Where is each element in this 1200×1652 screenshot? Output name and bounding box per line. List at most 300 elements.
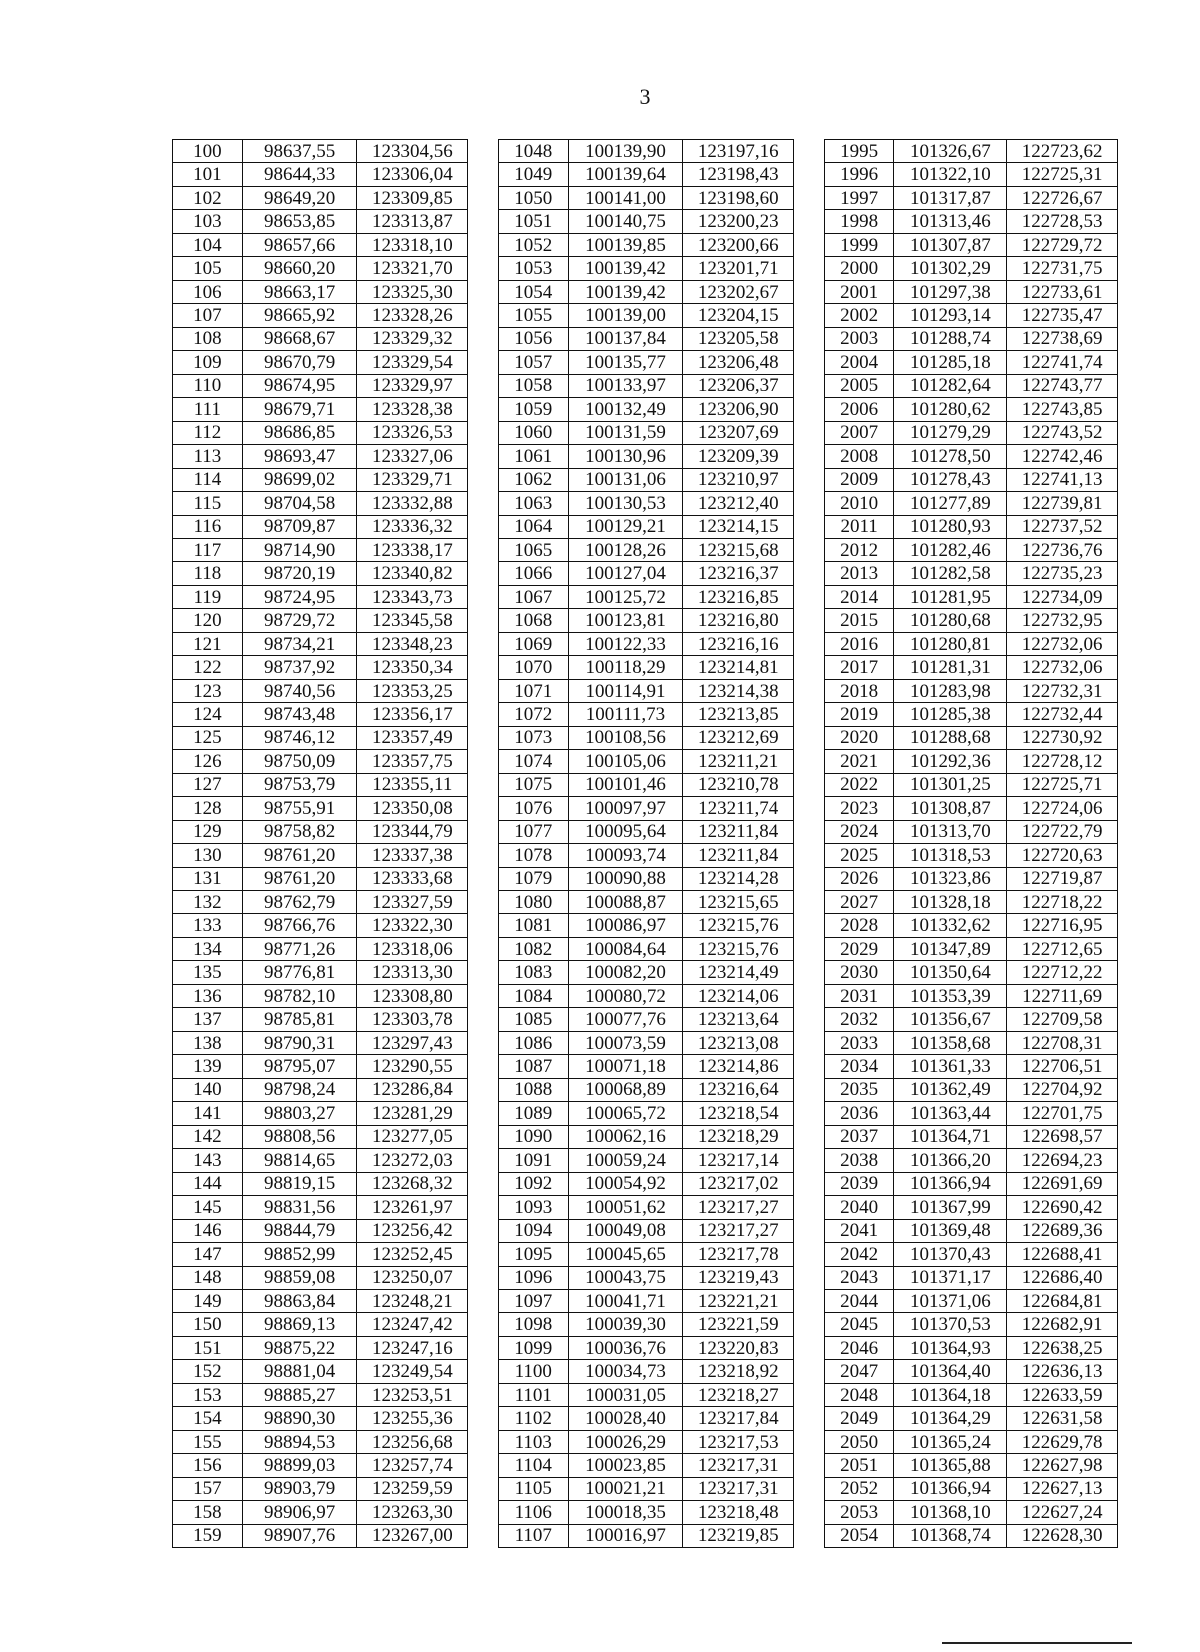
point-number-cell: 1068 — [498, 609, 568, 632]
y-coordinate-cell: 122698,57 — [1007, 1125, 1118, 1148]
point-number-cell: 132 — [173, 891, 243, 914]
x-coordinate-cell: 98831,56 — [242, 1196, 357, 1219]
point-number-cell: 1094 — [498, 1219, 568, 1242]
point-number-cell: 158 — [173, 1501, 243, 1524]
x-coordinate-cell: 100036,76 — [568, 1336, 683, 1359]
x-coordinate-cell: 98795,07 — [242, 1055, 357, 1078]
y-coordinate-cell: 123304,56 — [357, 140, 468, 163]
x-coordinate-cell: 101371,17 — [894, 1266, 1007, 1289]
x-coordinate-cell: 100141,00 — [568, 186, 683, 209]
point-number-cell: 1058 — [498, 374, 568, 397]
table-row — [173, 280, 1118, 303]
table-row — [173, 351, 1118, 374]
point-number-cell: 1082 — [498, 937, 568, 960]
y-coordinate-cell: 122743,77 — [1007, 374, 1118, 397]
x-coordinate-cell: 101364,29 — [894, 1407, 1007, 1430]
column-group-spacer — [794, 538, 825, 561]
y-coordinate-cell: 123350,34 — [357, 656, 468, 679]
x-coordinate-cell: 98894,53 — [242, 1430, 357, 1453]
y-coordinate-cell: 123209,39 — [683, 445, 794, 468]
y-coordinate-cell: 122728,12 — [1007, 750, 1118, 773]
table-row — [173, 1336, 1118, 1359]
x-coordinate-cell: 101356,67 — [894, 1008, 1007, 1031]
y-coordinate-cell: 123329,54 — [357, 351, 468, 374]
point-number-cell: 2039 — [824, 1172, 894, 1195]
y-coordinate-cell: 122732,31 — [1007, 679, 1118, 702]
column-group-spacer — [794, 210, 825, 233]
x-coordinate-cell: 98766,76 — [242, 914, 357, 937]
column-group-spacer — [794, 679, 825, 702]
point-number-cell: 1080 — [498, 891, 568, 914]
y-coordinate-cell: 123253,51 — [357, 1383, 468, 1406]
y-coordinate-cell: 123218,48 — [683, 1501, 794, 1524]
point-number-cell: 116 — [173, 515, 243, 538]
column-group-spacer — [794, 797, 825, 820]
x-coordinate-cell: 100114,91 — [568, 679, 683, 702]
column-group-spacer — [794, 1383, 825, 1406]
column-group-spacer — [468, 257, 499, 280]
column-group-spacer — [794, 515, 825, 538]
y-coordinate-cell: 122691,69 — [1007, 1172, 1118, 1195]
x-coordinate-cell: 98657,66 — [242, 233, 357, 256]
y-coordinate-cell: 123211,21 — [683, 750, 794, 773]
point-number-cell: 112 — [173, 421, 243, 444]
x-coordinate-cell: 101308,87 — [894, 797, 1007, 820]
point-number-cell: 2033 — [824, 1031, 894, 1054]
x-coordinate-cell: 101280,93 — [894, 515, 1007, 538]
column-group-spacer — [468, 750, 499, 773]
point-number-cell: 2028 — [824, 914, 894, 937]
x-coordinate-cell: 100127,04 — [568, 562, 683, 585]
point-number-cell: 1069 — [498, 632, 568, 655]
point-number-cell: 1050 — [498, 186, 568, 209]
y-coordinate-cell: 123308,80 — [357, 984, 468, 1007]
table-row — [173, 492, 1118, 515]
table-row — [173, 468, 1118, 491]
point-number-cell: 149 — [173, 1289, 243, 1312]
y-coordinate-cell: 123272,03 — [357, 1149, 468, 1172]
y-coordinate-cell: 123355,11 — [357, 773, 468, 796]
x-coordinate-cell: 100095,64 — [568, 820, 683, 843]
point-number-cell: 1053 — [498, 257, 568, 280]
column-group-spacer — [468, 1501, 499, 1524]
x-coordinate-cell: 98881,04 — [242, 1360, 357, 1383]
y-coordinate-cell: 122712,65 — [1007, 937, 1118, 960]
column-group-spacer — [794, 1196, 825, 1219]
column-group-spacer — [468, 984, 499, 1007]
column-group-spacer — [794, 820, 825, 843]
point-number-cell: 1061 — [498, 445, 568, 468]
x-coordinate-cell: 98762,79 — [242, 891, 357, 914]
y-coordinate-cell: 122742,46 — [1007, 445, 1118, 468]
y-coordinate-cell: 123337,38 — [357, 844, 468, 867]
x-coordinate-cell: 98637,55 — [242, 140, 357, 163]
y-coordinate-cell: 122682,91 — [1007, 1313, 1118, 1336]
point-number-cell: 1107 — [498, 1524, 568, 1547]
y-coordinate-cell: 123214,81 — [683, 656, 794, 679]
column-group-spacer — [794, 1477, 825, 1500]
y-coordinate-cell: 123277,05 — [357, 1125, 468, 1148]
y-coordinate-cell: 122735,47 — [1007, 304, 1118, 327]
point-number-cell: 2026 — [824, 867, 894, 890]
point-number-cell: 2014 — [824, 585, 894, 608]
x-coordinate-cell: 98814,65 — [242, 1149, 357, 1172]
y-coordinate-cell: 123318,10 — [357, 233, 468, 256]
y-coordinate-cell: 122708,31 — [1007, 1031, 1118, 1054]
column-group-spacer — [794, 585, 825, 608]
point-number-cell: 117 — [173, 538, 243, 561]
table-row — [173, 210, 1118, 233]
point-number-cell: 1062 — [498, 468, 568, 491]
y-coordinate-cell: 123313,87 — [357, 210, 468, 233]
point-number-cell: 2041 — [824, 1219, 894, 1242]
point-number-cell: 2023 — [824, 797, 894, 820]
x-coordinate-cell: 100051,62 — [568, 1196, 683, 1219]
x-coordinate-cell: 100105,06 — [568, 750, 683, 773]
point-number-cell: 2034 — [824, 1055, 894, 1078]
y-coordinate-cell: 122706,51 — [1007, 1055, 1118, 1078]
table-row — [173, 163, 1118, 186]
point-number-cell: 2044 — [824, 1289, 894, 1312]
y-coordinate-cell: 122724,06 — [1007, 797, 1118, 820]
column-group-spacer — [468, 773, 499, 796]
x-coordinate-cell: 100028,40 — [568, 1407, 683, 1430]
y-coordinate-cell: 123217,14 — [683, 1149, 794, 1172]
point-number-cell: 2022 — [824, 773, 894, 796]
column-group-spacer — [468, 1360, 499, 1383]
x-coordinate-cell: 98808,56 — [242, 1125, 357, 1148]
column-group-spacer — [468, 1031, 499, 1054]
x-coordinate-cell: 98753,79 — [242, 773, 357, 796]
column-group-spacer — [794, 1336, 825, 1359]
x-coordinate-cell: 98665,92 — [242, 304, 357, 327]
point-number-cell: 155 — [173, 1430, 243, 1453]
point-number-cell: 1091 — [498, 1149, 568, 1172]
y-coordinate-cell: 123211,74 — [683, 797, 794, 820]
point-number-cell: 1100 — [498, 1360, 568, 1383]
y-coordinate-cell: 122636,13 — [1007, 1360, 1118, 1383]
y-coordinate-cell: 122726,67 — [1007, 186, 1118, 209]
column-group-spacer — [468, 351, 499, 374]
point-number-cell: 114 — [173, 468, 243, 491]
y-coordinate-cell: 123256,68 — [357, 1430, 468, 1453]
y-coordinate-cell: 123247,16 — [357, 1336, 468, 1359]
column-group-spacer — [794, 844, 825, 867]
point-number-cell: 100 — [173, 140, 243, 163]
x-coordinate-cell: 98653,85 — [242, 210, 357, 233]
y-coordinate-cell: 122734,09 — [1007, 585, 1118, 608]
x-coordinate-cell: 101280,81 — [894, 632, 1007, 655]
point-number-cell: 159 — [173, 1524, 243, 1547]
y-coordinate-cell: 123214,06 — [683, 984, 794, 1007]
y-coordinate-cell: 123329,97 — [357, 374, 468, 397]
column-group-spacer — [468, 1430, 499, 1453]
x-coordinate-cell: 98668,67 — [242, 327, 357, 350]
column-group-spacer — [468, 1078, 499, 1101]
point-number-cell: 1054 — [498, 280, 568, 303]
column-group-spacer — [468, 140, 499, 163]
point-number-cell: 1093 — [498, 1196, 568, 1219]
y-coordinate-cell: 123215,68 — [683, 538, 794, 561]
x-coordinate-cell: 100139,85 — [568, 233, 683, 256]
coordinates-table-body — [173, 140, 1118, 1548]
point-number-cell: 147 — [173, 1243, 243, 1266]
y-coordinate-cell: 123303,78 — [357, 1008, 468, 1031]
point-number-cell: 108 — [173, 327, 243, 350]
point-number-cell: 142 — [173, 1125, 243, 1148]
point-number-cell: 1104 — [498, 1454, 568, 1477]
table-row — [173, 750, 1118, 773]
table-row — [173, 891, 1118, 914]
column-group-spacer — [468, 1266, 499, 1289]
y-coordinate-cell: 123309,85 — [357, 186, 468, 209]
y-coordinate-cell: 122732,06 — [1007, 656, 1118, 679]
point-number-cell: 1077 — [498, 820, 568, 843]
x-coordinate-cell: 101301,25 — [894, 773, 1007, 796]
y-coordinate-cell: 123219,85 — [683, 1524, 794, 1547]
x-coordinate-cell: 98875,22 — [242, 1336, 357, 1359]
column-group-spacer — [468, 1125, 499, 1148]
y-coordinate-cell: 123267,00 — [357, 1524, 468, 1547]
point-number-cell: 2040 — [824, 1196, 894, 1219]
x-coordinate-cell: 98734,21 — [242, 632, 357, 655]
column-group-spacer — [468, 163, 499, 186]
point-number-cell: 125 — [173, 726, 243, 749]
point-number-cell: 120 — [173, 609, 243, 632]
point-number-cell: 1064 — [498, 515, 568, 538]
x-coordinate-cell: 100026,29 — [568, 1430, 683, 1453]
point-number-cell: 1056 — [498, 327, 568, 350]
column-group-spacer — [468, 609, 499, 632]
y-coordinate-cell: 122718,22 — [1007, 891, 1118, 914]
y-coordinate-cell: 123345,58 — [357, 609, 468, 632]
y-coordinate-cell: 123211,84 — [683, 820, 794, 843]
x-coordinate-cell: 100021,21 — [568, 1477, 683, 1500]
x-coordinate-cell: 101277,89 — [894, 492, 1007, 515]
point-number-cell: 2007 — [824, 421, 894, 444]
x-coordinate-cell: 101365,88 — [894, 1454, 1007, 1477]
x-coordinate-cell: 101361,33 — [894, 1055, 1007, 1078]
point-number-cell: 2045 — [824, 1313, 894, 1336]
point-number-cell: 140 — [173, 1078, 243, 1101]
x-coordinate-cell: 101292,36 — [894, 750, 1007, 773]
column-group-spacer — [468, 445, 499, 468]
point-number-cell: 1081 — [498, 914, 568, 937]
y-coordinate-cell: 123212,69 — [683, 726, 794, 749]
point-number-cell: 2013 — [824, 562, 894, 585]
column-group-spacer — [468, 327, 499, 350]
x-coordinate-cell: 98743,48 — [242, 703, 357, 726]
x-coordinate-cell: 98746,12 — [242, 726, 357, 749]
table-row — [173, 984, 1118, 1007]
y-coordinate-cell: 122725,71 — [1007, 773, 1118, 796]
y-coordinate-cell: 123248,21 — [357, 1289, 468, 1312]
y-coordinate-cell: 123216,64 — [683, 1078, 794, 1101]
x-coordinate-cell: 101313,70 — [894, 820, 1007, 843]
table-row — [173, 1125, 1118, 1148]
point-number-cell: 1073 — [498, 726, 568, 749]
point-number-cell: 110 — [173, 374, 243, 397]
y-coordinate-cell: 123250,07 — [357, 1266, 468, 1289]
x-coordinate-cell: 100039,30 — [568, 1313, 683, 1336]
x-coordinate-cell: 98761,20 — [242, 867, 357, 890]
y-coordinate-cell: 122627,13 — [1007, 1477, 1118, 1500]
point-number-cell: 1066 — [498, 562, 568, 585]
table-row — [173, 1219, 1118, 1242]
point-number-cell: 1075 — [498, 773, 568, 796]
y-coordinate-cell: 123353,25 — [357, 679, 468, 702]
footer-rule — [942, 1642, 1132, 1644]
table-row — [173, 257, 1118, 280]
y-coordinate-cell: 123263,30 — [357, 1501, 468, 1524]
x-coordinate-cell: 100054,92 — [568, 1172, 683, 1195]
point-number-cell: 2017 — [824, 656, 894, 679]
column-group-spacer — [468, 538, 499, 561]
x-coordinate-cell: 100073,59 — [568, 1031, 683, 1054]
point-number-cell: 119 — [173, 585, 243, 608]
table-row — [173, 445, 1118, 468]
point-number-cell: 1049 — [498, 163, 568, 186]
column-group-spacer — [794, 1454, 825, 1477]
column-group-spacer — [794, 1501, 825, 1524]
point-number-cell: 1095 — [498, 1243, 568, 1266]
y-coordinate-cell: 123327,59 — [357, 891, 468, 914]
point-number-cell: 1101 — [498, 1383, 568, 1406]
point-number-cell: 151 — [173, 1336, 243, 1359]
x-coordinate-cell: 100133,97 — [568, 374, 683, 397]
column-group-spacer — [794, 1243, 825, 1266]
point-number-cell: 2009 — [824, 468, 894, 491]
x-coordinate-cell: 101364,71 — [894, 1125, 1007, 1148]
point-number-cell: 1092 — [498, 1172, 568, 1195]
point-number-cell: 2006 — [824, 398, 894, 421]
y-coordinate-cell: 123328,38 — [357, 398, 468, 421]
point-number-cell: 1996 — [824, 163, 894, 186]
point-number-cell: 2036 — [824, 1102, 894, 1125]
x-coordinate-cell: 100018,35 — [568, 1501, 683, 1524]
y-coordinate-cell: 123344,79 — [357, 820, 468, 843]
y-coordinate-cell: 123217,53 — [683, 1430, 794, 1453]
point-number-cell: 2018 — [824, 679, 894, 702]
x-coordinate-cell: 101365,24 — [894, 1430, 1007, 1453]
y-coordinate-cell: 122720,63 — [1007, 844, 1118, 867]
point-number-cell: 154 — [173, 1407, 243, 1430]
column-group-spacer — [468, 421, 499, 444]
table-row — [173, 703, 1118, 726]
point-number-cell: 2035 — [824, 1078, 894, 1101]
point-number-cell: 135 — [173, 961, 243, 984]
x-coordinate-cell: 98885,27 — [242, 1383, 357, 1406]
x-coordinate-cell: 98704,58 — [242, 492, 357, 515]
point-number-cell: 138 — [173, 1031, 243, 1054]
point-number-cell: 2029 — [824, 937, 894, 960]
point-number-cell: 2038 — [824, 1149, 894, 1172]
column-group-spacer — [794, 304, 825, 327]
column-group-spacer — [794, 492, 825, 515]
x-coordinate-cell: 98755,91 — [242, 797, 357, 820]
column-group-spacer — [794, 1289, 825, 1312]
column-group-spacer — [794, 140, 825, 163]
point-number-cell: 153 — [173, 1383, 243, 1406]
point-number-cell: 1074 — [498, 750, 568, 773]
x-coordinate-cell: 98679,71 — [242, 398, 357, 421]
y-coordinate-cell: 123213,64 — [683, 1008, 794, 1031]
x-coordinate-cell: 100139,00 — [568, 304, 683, 327]
table-row — [173, 1102, 1118, 1125]
x-coordinate-cell: 100137,84 — [568, 327, 683, 350]
point-number-cell: 1097 — [498, 1289, 568, 1312]
y-coordinate-cell: 123206,48 — [683, 351, 794, 374]
x-coordinate-cell: 98660,20 — [242, 257, 357, 280]
point-number-cell: 124 — [173, 703, 243, 726]
column-group-spacer — [468, 1008, 499, 1031]
y-coordinate-cell: 122737,52 — [1007, 515, 1118, 538]
x-coordinate-cell: 100139,42 — [568, 280, 683, 303]
y-coordinate-cell: 122628,30 — [1007, 1524, 1118, 1547]
y-coordinate-cell: 123329,71 — [357, 468, 468, 491]
column-group-spacer — [468, 1313, 499, 1336]
column-group-spacer — [794, 374, 825, 397]
y-coordinate-cell: 123207,69 — [683, 421, 794, 444]
table-row — [173, 1196, 1118, 1219]
y-coordinate-cell: 123336,32 — [357, 515, 468, 538]
x-coordinate-cell: 101364,18 — [894, 1383, 1007, 1406]
y-coordinate-cell: 123214,86 — [683, 1055, 794, 1078]
y-coordinate-cell: 123252,45 — [357, 1243, 468, 1266]
column-group-spacer — [794, 186, 825, 209]
point-number-cell: 2002 — [824, 304, 894, 327]
column-group-spacer — [468, 632, 499, 655]
x-coordinate-cell: 101353,39 — [894, 984, 1007, 1007]
y-coordinate-cell: 123210,78 — [683, 773, 794, 796]
x-coordinate-cell: 100128,26 — [568, 538, 683, 561]
column-group-spacer — [468, 937, 499, 960]
point-number-cell: 106 — [173, 280, 243, 303]
point-number-cell: 2025 — [824, 844, 894, 867]
x-coordinate-cell: 98714,90 — [242, 538, 357, 561]
point-number-cell: 144 — [173, 1172, 243, 1195]
x-coordinate-cell: 101363,44 — [894, 1102, 1007, 1125]
table-row — [173, 1031, 1118, 1054]
y-coordinate-cell: 122730,92 — [1007, 726, 1118, 749]
y-coordinate-cell: 122723,62 — [1007, 140, 1118, 163]
point-number-cell: 1055 — [498, 304, 568, 327]
y-coordinate-cell: 123219,43 — [683, 1266, 794, 1289]
y-coordinate-cell: 122728,53 — [1007, 210, 1118, 233]
x-coordinate-cell: 98798,24 — [242, 1078, 357, 1101]
table-row — [173, 1383, 1118, 1406]
column-group-spacer — [794, 1078, 825, 1101]
point-number-cell: 2049 — [824, 1407, 894, 1430]
y-coordinate-cell: 123217,31 — [683, 1477, 794, 1500]
x-coordinate-cell: 101326,67 — [894, 140, 1007, 163]
x-coordinate-cell: 100049,08 — [568, 1219, 683, 1242]
table-row — [173, 398, 1118, 421]
x-coordinate-cell: 100031,05 — [568, 1383, 683, 1406]
point-number-cell: 2005 — [824, 374, 894, 397]
y-coordinate-cell: 123357,75 — [357, 750, 468, 773]
table-row — [173, 679, 1118, 702]
y-coordinate-cell: 123217,27 — [683, 1219, 794, 1242]
x-coordinate-cell: 101318,53 — [894, 844, 1007, 867]
point-number-cell: 134 — [173, 937, 243, 960]
column-group-spacer — [468, 1196, 499, 1219]
column-group-spacer — [794, 351, 825, 374]
x-coordinate-cell: 101282,64 — [894, 374, 1007, 397]
point-number-cell: 113 — [173, 445, 243, 468]
y-coordinate-cell: 123202,67 — [683, 280, 794, 303]
column-group-spacer — [468, 1219, 499, 1242]
